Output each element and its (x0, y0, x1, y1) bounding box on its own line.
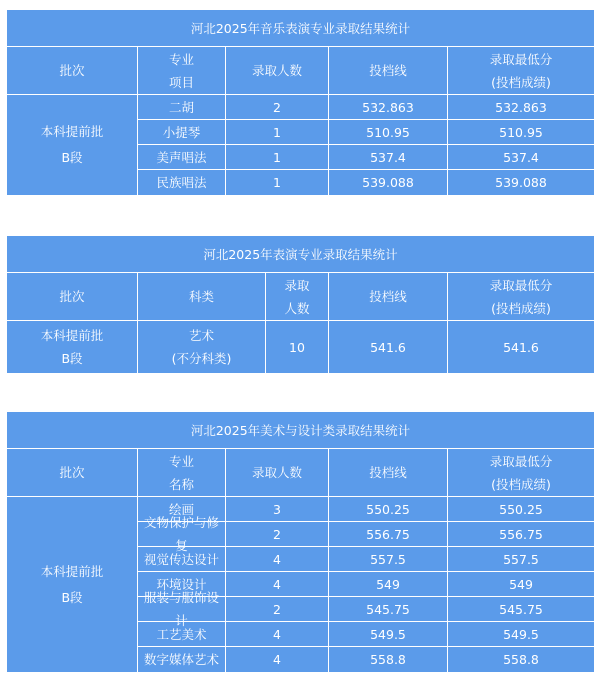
min-cell: 557.5 (503, 551, 539, 567)
table-title: 河北2025年音乐表演专业录取结果统计 (7, 10, 594, 47)
major-cell: 服装与服饰设计 (138, 597, 226, 621)
min-cell: 541.6 (503, 339, 539, 355)
batch-line1: 本科提前批 (40, 563, 104, 579)
header-min-line2: (投档成绩) (491, 476, 551, 492)
header-count: 录取人数 (226, 449, 329, 496)
batch-line2: B段 (61, 150, 83, 165)
line-cell: 537.4 (329, 145, 448, 169)
header-min-score (448, 449, 594, 496)
major-cell: 二胡 (138, 95, 226, 119)
header-min-line1: 录取最低分 (489, 453, 553, 469)
header-min-score (448, 273, 594, 320)
header-line: 投档线 (329, 273, 448, 320)
header-min-score (448, 47, 594, 94)
min-cell: 558.8 (503, 652, 539, 667)
line-cell: 549.5 (329, 622, 448, 646)
major-cell: 工艺美术 (138, 622, 226, 646)
table-title: 河北2025年表演专业录取结果统计 (7, 236, 594, 273)
line-cell: 541.6 (329, 321, 448, 373)
header-count: 录取人数 (226, 47, 329, 94)
table-row (138, 95, 594, 120)
count-cell: 4 (226, 622, 329, 646)
batch-line1: 本科提前批 (40, 124, 104, 139)
min-cell: 510.95 (499, 124, 543, 140)
line-cell: 558.8 (329, 647, 448, 672)
min-cell: 545.75 (499, 601, 543, 617)
header-category: 科类 (138, 273, 266, 320)
header-count (266, 273, 329, 320)
count-cell: 1 (226, 170, 329, 195)
table-row (138, 120, 594, 145)
line-cell: 550.25 (329, 497, 448, 521)
min-cell: 556.75 (499, 526, 543, 542)
header-major-line2: 名称 (168, 476, 194, 492)
count-cell: 10 (266, 321, 329, 373)
count-cell: 3 (226, 497, 329, 521)
header-min-line1: 录取最低分 (489, 277, 553, 293)
table-row (138, 622, 594, 647)
line-cell: 510.95 (329, 120, 448, 144)
major-cell: 美声唱法 (138, 145, 226, 169)
min-cell: 549 (509, 576, 533, 592)
major-cell: 环境设计 (138, 572, 226, 596)
fine-arts-design-table (7, 412, 594, 672)
header-batch: 批次 (7, 273, 138, 320)
header-row (7, 47, 594, 95)
line-cell: 539.088 (329, 170, 448, 195)
count-cell: 4 (226, 647, 329, 672)
category-line2: (不分科类) (171, 351, 232, 366)
major-cell: 绘画 (138, 497, 226, 521)
count-cell: 1 (226, 145, 329, 169)
header-min-line2: (投档成绩) (491, 300, 551, 316)
line-cell: 545.75 (329, 597, 448, 621)
count-cell: 4 (226, 572, 329, 596)
count-cell: 1 (226, 120, 329, 144)
header-line: 投档线 (329, 449, 448, 496)
table-row (138, 515, 594, 553)
header-major (138, 47, 226, 94)
header-min-line2: (投档成绩) (491, 74, 551, 90)
table-body (7, 497, 594, 672)
min-cell: 537.4 (503, 149, 539, 165)
table-row (138, 170, 594, 195)
music-performance-table (7, 10, 594, 195)
category-line1: 艺术 (188, 328, 214, 343)
batch-line2: B段 (61, 351, 83, 366)
major-cell: 文物保护与修复 (138, 522, 226, 546)
min-cell: 549.5 (503, 626, 539, 642)
table-title: 河北2025年美术与设计类录取结果统计 (7, 412, 594, 449)
header-row (7, 449, 594, 497)
batch-cell (7, 321, 138, 373)
header-count-line1: 录取 (284, 277, 310, 293)
table-row (138, 590, 594, 628)
major-cell: 视觉传达设计 (138, 547, 226, 571)
line-cell: 557.5 (329, 547, 448, 571)
batch-line1: 本科提前批 (40, 328, 104, 343)
header-line: 投档线 (329, 47, 448, 94)
count-cell: 2 (226, 597, 329, 621)
header-major-line1: 专业 (168, 51, 194, 67)
table-row (138, 547, 594, 572)
batch-line2: B段 (61, 589, 83, 605)
table-row (138, 145, 594, 170)
table-row (7, 321, 594, 373)
header-batch: 批次 (7, 47, 138, 94)
line-cell: 556.75 (329, 522, 448, 546)
header-major-line1: 专业 (168, 453, 194, 469)
header-min-line1: 录取最低分 (489, 51, 553, 67)
major-cell: 数字媒体艺术 (138, 647, 226, 672)
header-count-line2: 人数 (284, 300, 310, 316)
min-cell: 532.863 (495, 99, 547, 115)
count-cell: 2 (226, 95, 329, 119)
table-row (138, 647, 594, 672)
major-cell: 民族唱法 (138, 170, 226, 195)
batch-cell (7, 95, 138, 195)
header-major-line2: 项目 (168, 74, 194, 90)
header-row (7, 273, 594, 321)
line-cell: 549 (329, 572, 448, 596)
min-cell: 539.088 (495, 175, 547, 190)
performance-table (7, 236, 594, 373)
line-cell: 532.863 (329, 95, 448, 119)
category-cell (138, 321, 266, 373)
header-major (138, 449, 226, 496)
min-cell: 550.25 (499, 501, 543, 517)
batch-cell (7, 497, 138, 672)
table-body (7, 95, 594, 195)
major-cell: 小提琴 (138, 120, 226, 144)
count-cell: 2 (226, 522, 329, 546)
count-cell: 4 (226, 547, 329, 571)
header-batch: 批次 (7, 449, 138, 496)
